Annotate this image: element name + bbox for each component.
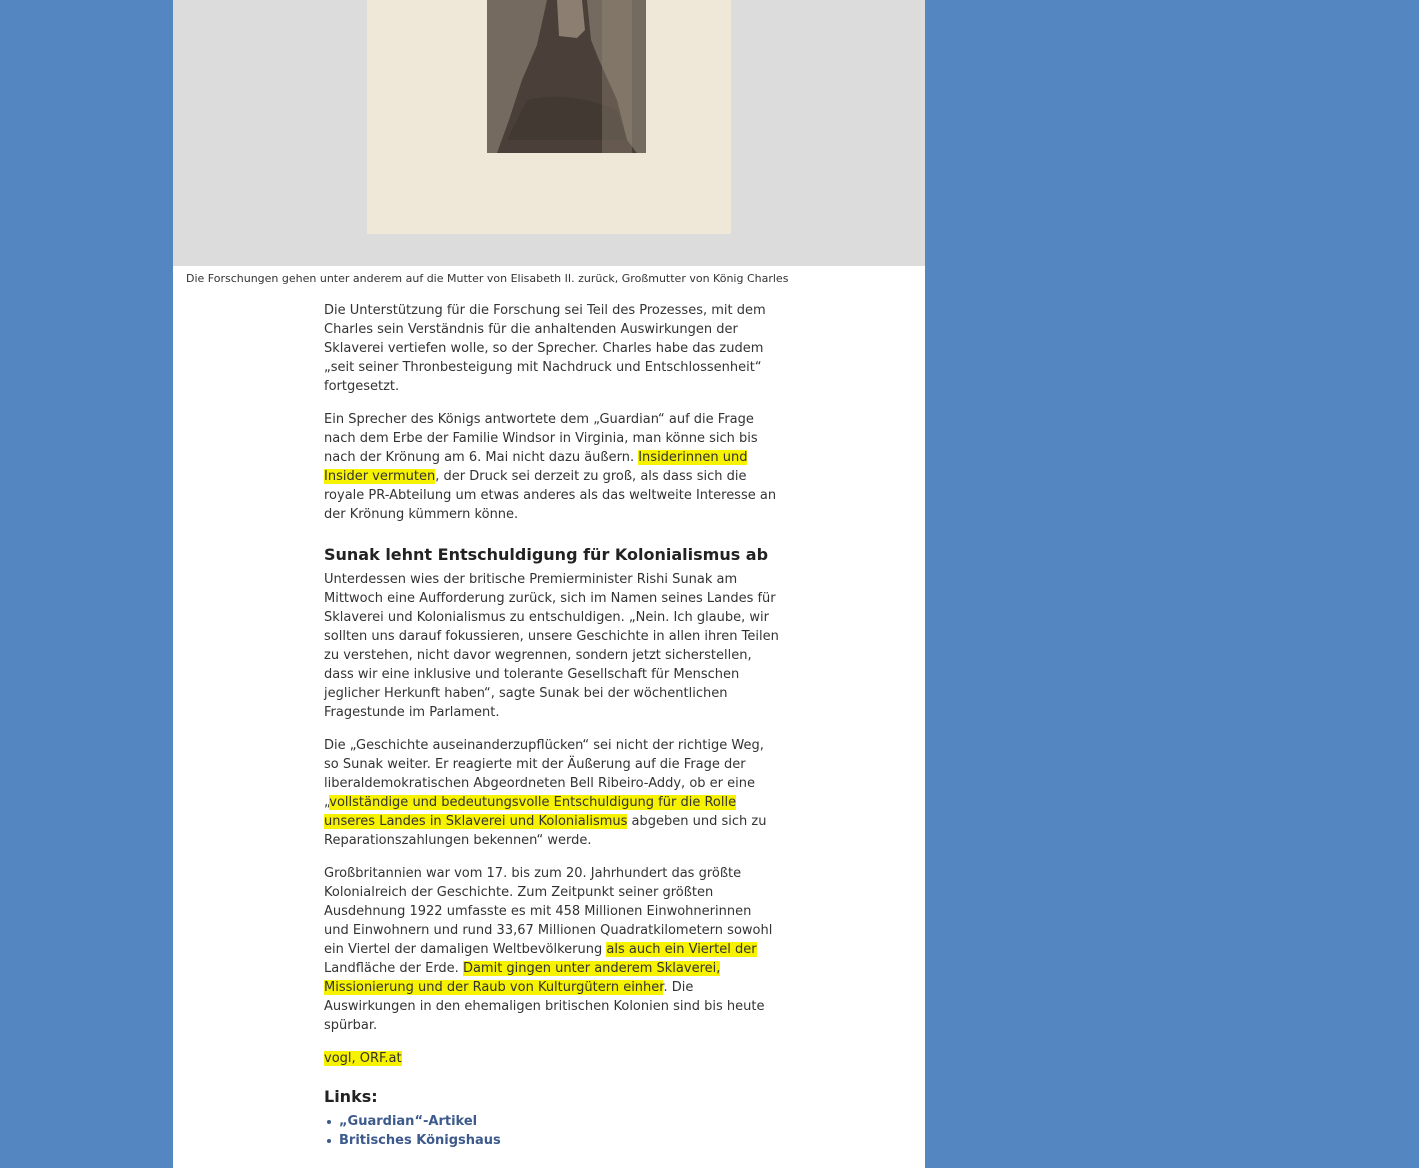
image-caption: Die Forschungen gehen unter anderem auf die Mutter von Elisabeth II. zurück, Großmutter von König Charles [186, 272, 789, 285]
paragraph-5 [324, 864, 779, 1035]
paragraph-2 [324, 410, 779, 524]
links-list [324, 1112, 779, 1150]
historic-portrait-photo[interactable] [487, 0, 646, 153]
paragraph-4-text-end: abgeben und sich zu Reparationszahlungen bekennen“ werde. [324, 814, 767, 848]
list-item [324, 1131, 779, 1150]
paragraph-1: Die Unterstützung für die Forschung sei Teil des Prozesses, mit dem Charles sein Verständnis für die anhaltenden Auswirkungen der Sklaverei vertiefen wolle, so der Sprecher. Charles habe das zudem „seit seiner Thronbesteigung mit Nachdruck und Entschlossenheit“ fortgesetzt. [324, 303, 766, 394]
historic-photo-mount [367, 0, 731, 234]
list-item [324, 1112, 779, 1131]
author-text: vogl, ORF.at [324, 1051, 402, 1066]
highlighted-text: als auch ein Viertel der [606, 942, 757, 957]
paragraph-2-text: Ein Sprecher des Königs antwortete dem „Guardian“ auf die Frage nach dem Erbe der Familie Windsor in Virginia, man könne sich bis nach der Krönung am 6. Mai nicht dazu äußern. [324, 412, 758, 465]
paragraph-4-text: Die „Geschichte auseinanderzupflücken“ sei nicht der richtige Weg, so Sunak weiter. Er reagierte mit der Äußerung auf die Frage der liberaldemokratischen Abgeordneten Bell Ribeiro-Addy, ob er eine „ [324, 738, 764, 810]
royal-house-link[interactable]: Britisches Königshaus [339, 1133, 501, 1148]
paragraph-5-text: Großbritannien war vom 17. bis zum 20. Jahrhundert das größte Kolonialreich der Geschichte. Zum Zeitpunkt seiner größten Ausdehnung 1922 umfasste es mit 458 Millionen Einwohnerinnen und Einwohnern und rund 33,67 Millionen Quadratkilometern sowohl ein Viertel der damaligen Weltbevölkerung [324, 866, 773, 957]
article-page [173, 0, 925, 1168]
highlighted-text: Insiderinnen und Insider vermuten [324, 450, 748, 484]
paragraph-3: Unterdessen wies der britische Premierminister Rishi Sunak am Mittwoch eine Aufforderung zurück, sich im Namen seines Landes für Sklaverei und Kolonialismus zu entschuldigen. „Nein. Ich glaube, wir sollten uns darauf fokussieren, unsere Geschichte in allen ihren Teilen zu verstehen, nicht davor wegrennen, sondern jetzt sicherstellen, dass wir eine inklusive und tolerante Gesellschaft für Menschen jeglicher Herkunft haben“, sagte Sunak bei der wöchentlichen Fragestunde im Parlament. [324, 572, 779, 720]
links-heading: Links: [324, 1087, 378, 1106]
paragraph-2-text-end: , der Druck sei derzeit zu groß, als dass sich die royale PR-Abteilung um etwas anderes als das weltweite Interesse an der Krönung kümmern könne. [324, 469, 777, 522]
author-credit [324, 1049, 779, 1068]
highlighted-text: Damit gingen unter anderem Sklaverei, Missionierung und der Raub von Kulturgütern einher [324, 961, 721, 995]
image-area [173, 0, 925, 266]
highlighted-text: vollständige und bedeutungsvolle Entschuldigung für die Rolle unseres Landes in Sklaverei und Kolonialismus [324, 795, 737, 829]
paragraph-4 [324, 736, 779, 850]
article-body [324, 301, 779, 1150]
paragraph-5-text-mid: Landfläche der Erde. [324, 961, 463, 976]
guardian-article-link[interactable]: „Guardian“-Artikel [339, 1114, 478, 1129]
paragraph-5-text-end: . Die Auswirkungen in den ehemaligen britischen Kolonien sind bis heute spürbar. [324, 980, 765, 1033]
section-heading: Sunak lehnt Entschuldigung für Kolonialismus ab [324, 545, 769, 564]
